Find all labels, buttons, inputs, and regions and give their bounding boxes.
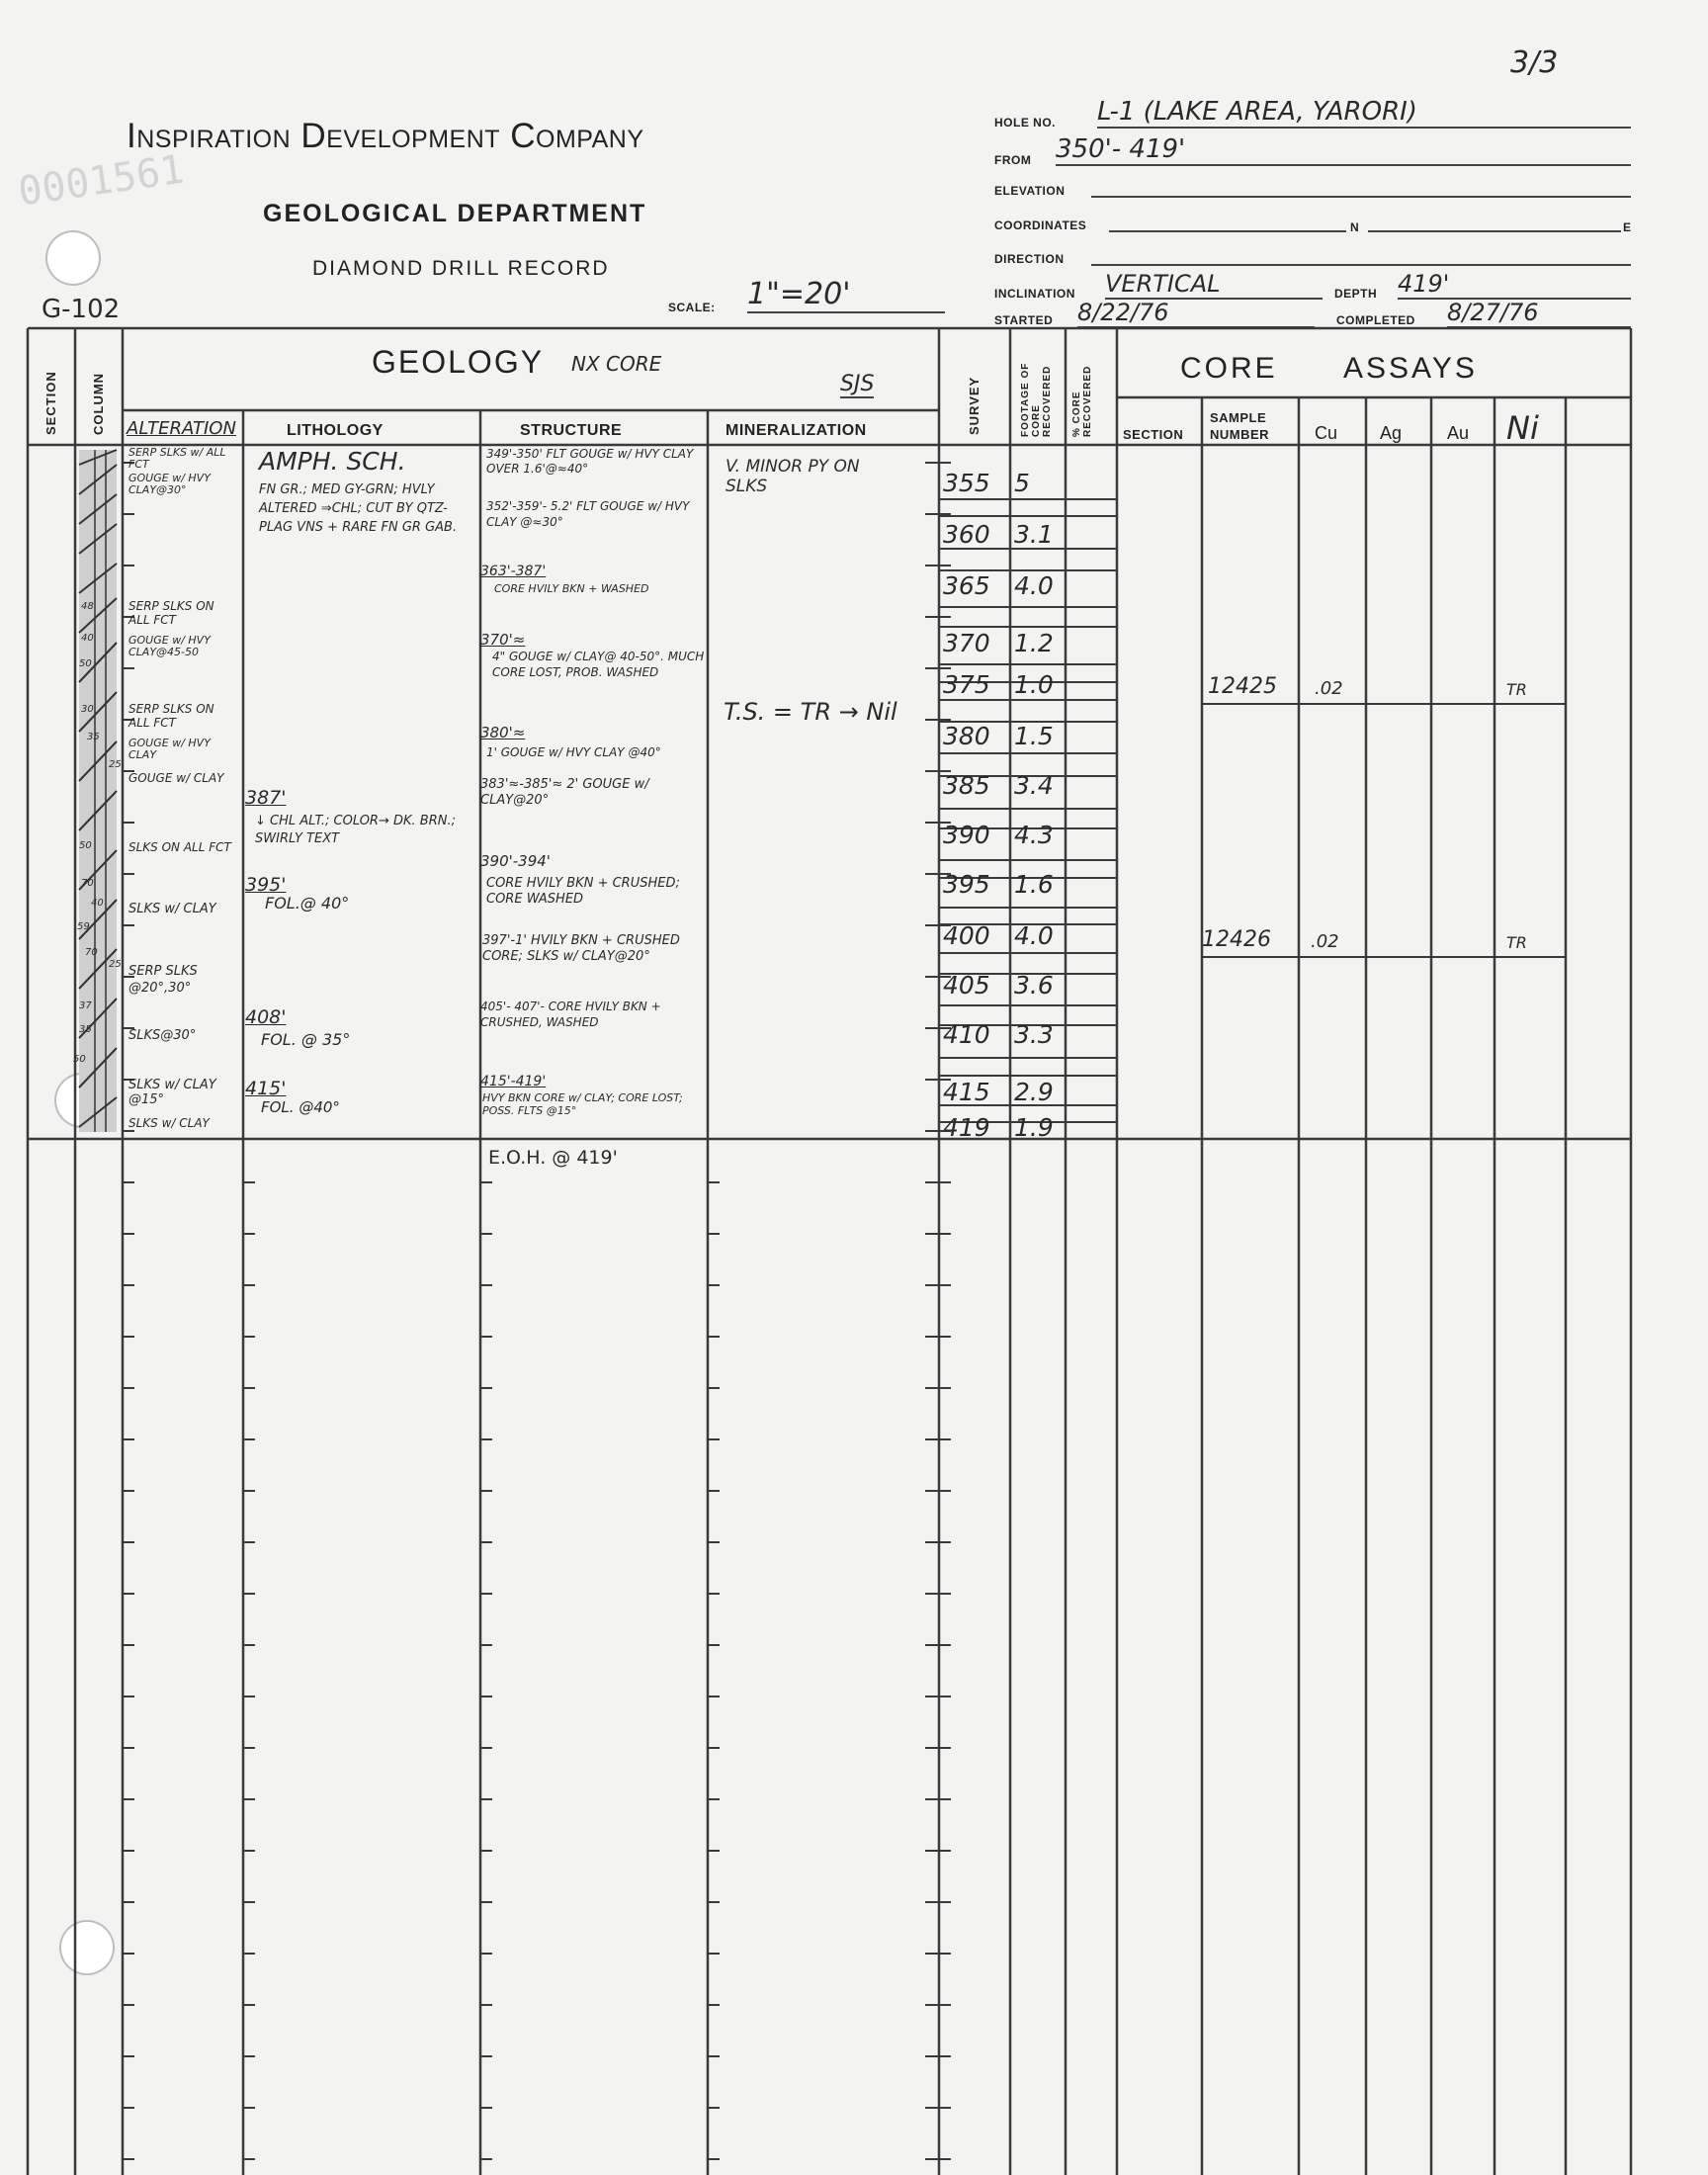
survey-footage: 4.0 [1014,921,1054,950]
structure-note: 4" GOUGE w/ CLAY@ 40-50°. MUCH CORE LOST, PROB. WASHED [492,650,705,679]
structure-heading: 415'-419' [480,1074,547,1089]
completed-value: 8/27/76 [1447,299,1631,328]
survey-footage: 4.0 [1014,571,1054,600]
depth-label: DEPTH [1334,287,1378,301]
lithology-note-408: FOL. @ 35° [261,1030,351,1049]
survey-depth: 410 [943,1020,990,1049]
dip-angle: 40 [91,898,104,909]
section-col-header: SECTION [43,371,58,435]
survey-footage: 3.4 [1014,771,1054,800]
coordinates-label: COORDINATES [994,218,1087,232]
survey-depth: 380 [943,722,990,750]
hole-no-label: HOLE NO. [994,116,1057,130]
survey-footage: 3.6 [1014,971,1054,1000]
assay-sample-header: SAMPLE NUMBER [1210,410,1270,442]
assay-ni-header: Ni [1506,409,1539,447]
department-name: GEOLOGICAL DEPARTMENT [263,200,647,227]
structure-heading: 363'-387' [480,564,547,579]
lithology-depth-415: 415' [245,1078,287,1099]
assay-cu-header: Cu [1315,423,1338,443]
survey-footage: 3.3 [1014,1020,1054,1049]
inclination-label: INCLINATION [994,287,1075,301]
alteration-note: SERP SLKS ON ALL FCT [128,702,214,730]
elevation-label: ELEVATION [994,184,1066,198]
dip-angle: 35 [79,1024,92,1035]
completed-label: COMPLETED [1336,313,1415,327]
faint-stamp: 0001561 [15,146,187,216]
lithology-depth-408: 408' [245,1006,287,1028]
geology-title: GEOLOGY [372,344,545,380]
core-type: NX CORE [571,352,662,376]
assay-sample-number: 12426 [1202,927,1271,952]
structure-heading: 370'≈ [480,631,526,649]
survey-depth: 375 [943,670,990,699]
direction-label: DIRECTION [994,252,1065,266]
structure-header: STRUCTURE [520,422,623,439]
lithology-note-415: FOL. @40° [261,1098,340,1116]
survey-footage: 2.9 [1014,1078,1054,1106]
lithology-depth-387: 387' [245,787,287,809]
record-type: DIAMOND DRILL RECORD [312,257,610,280]
structure-note: 1' GOUGE w/ HVY CLAY @40° [486,745,661,759]
form-number: G-102 [42,295,121,324]
survey-footage: 4.3 [1014,821,1054,849]
hole-no-value: L-1 (LAKE AREA, YARORI) [1097,97,1631,129]
structure-note: 405'- 407'- CORE HVILY BKN + CRUSHED, WASHED [480,1000,661,1029]
assay-cu-value: .02 [1311,931,1339,952]
alteration-note: GOUGE w/ HVY CLAY [128,737,211,761]
dip-angle: 40 [81,633,94,644]
survey-footage: 1.2 [1014,629,1054,657]
dip-angle: 50 [73,1054,86,1065]
pct-core-col-header: % CORE RECOVERED [1071,365,1093,437]
alteration-header: ALTERATION [127,418,236,439]
assay-section-header: SECTION [1123,427,1184,442]
survey-depth: 419 [943,1113,990,1142]
lithology-depth-395: 395' [245,874,287,896]
alteration-note: SLKS@30° [128,1028,197,1043]
alteration-note: SERP SLKS w/ ALL FCT [128,446,226,471]
assay-ni-value: TR [1506,933,1527,952]
alteration-note: SLKS w/ CLAY [128,902,216,916]
structure-note: CORE HVILY BKN + WASHED [494,582,649,595]
survey-footage: 1.0 [1014,670,1054,699]
survey-depth: 405 [943,971,990,1000]
scale-label: SCALE: [668,301,716,314]
from-label: FROM [994,153,1032,167]
structure-note: 349'-350' FLT GOUGE w/ HVY CLAY OVER 1.6'@≈40° [486,447,694,476]
started-value: 8/22/76 [1077,299,1315,328]
mineralization-note: T.S. = TR → Nil [724,698,897,726]
dip-angle: 25 [109,759,122,770]
survey-footage: 1.5 [1014,722,1054,750]
structure-note: HVY BKN CORE w/ CLAY; CORE LOST; POSS. FLTS @15° [482,1091,683,1117]
alteration-note: GOUGE w/ HVY CLAY@45-50 [128,634,211,658]
assay-ag-header: Ag [1380,423,1403,443]
structure-note: 383'≈-385'≈ 2' GOUGE w/ CLAY@20° [480,777,649,808]
alteration-note: GOUGE w/ CLAY [128,771,224,785]
alteration-note: SLKS ON ALL FCT [128,840,231,854]
survey-footage: 1.6 [1014,870,1054,899]
dip-angle: 70 [85,947,98,958]
dip-angle: 30 [81,704,94,715]
started-label: STARTED [994,313,1054,327]
structure-note: 352'-359'- 5.2' FLT GOUGE w/ HVY CLAY @≈30° [486,499,690,529]
lithology-note-395: FOL.@ 40° [265,894,350,913]
assay-cu-value: .02 [1315,678,1343,699]
survey-depth: 415 [943,1078,990,1106]
structure-heading: 380'≈ [480,724,526,741]
survey-footage: 5 [1014,469,1030,497]
company-name: Inspiration Development Company [127,117,644,155]
assay-au-header: Au [1447,423,1470,443]
survey-depth: 395 [943,870,990,899]
lithology-desc: FN GR.; MED GY-GRN; HVLY ALTERED ⇒CHL; CUT BY QTZ-PLAG VNS + RARE FN GR GAB. [259,482,458,535]
dip-angle: 25 [109,959,122,970]
column-col-header: COLUMN [91,372,106,435]
end-of-hole: E.O.H. @ 419' [488,1147,618,1169]
alteration-note: SLKS w/ CLAY [128,1116,210,1130]
structure-note: CORE HVILY BKN + CRUSHED; CORE WASHED [486,876,680,907]
mineralization-note: V. MINOR PY ON SLKS [726,457,860,496]
mineralization-header: MINERALIZATION [726,422,867,439]
structure-note: 397'-1' HVILY BKN + CRUSHED CORE; SLKS w/ CLAY@20° [482,933,680,964]
assays-title: CORE ASSAYS [1180,352,1478,385]
depth-value: 419' [1398,270,1631,300]
dip-angle: 50 [79,840,92,851]
footage-col-header: FOOTAGE OF CORE RECOVERED [1020,362,1053,437]
survey-depth: 355 [943,469,990,497]
dip-angle: 37 [79,1000,92,1011]
assay-ni-value: TR [1506,680,1527,699]
coordinates-e: E [1623,220,1632,234]
dip-angle: 50 [79,658,92,669]
dip-angle: 48 [81,601,94,612]
page-number: 3/3 [1510,45,1559,80]
survey-depth: 385 [943,771,990,800]
dip-angle: 35 [87,732,100,742]
dip-angle: 70 [81,878,94,889]
logged-by: SJS [840,372,875,396]
survey-footage: 1.9 [1014,1113,1054,1142]
alteration-note: SLKS w/ CLAY @15° [128,1078,216,1107]
lithology-header: LITHOLOGY [287,422,384,439]
structure-heading: 390'-394' [480,852,551,870]
survey-depth: 365 [943,571,990,600]
assay-sample-number: 12425 [1208,674,1277,699]
coordinates-n: N [1350,220,1360,234]
from-value: 350'- 419' [1056,134,1631,166]
alteration-note: SERP SLKS ON ALL FCT [128,599,214,627]
lithology-note-387: ↓ CHL ALT.; COLOR→ DK. BRN.; SWIRLY TEXT [255,814,456,846]
scale-value: 1"=20' [747,277,945,313]
dip-angle: 59 [77,921,90,932]
survey-depth: 370 [943,629,990,657]
alteration-note: SERP SLKS @20°,30° [128,964,198,996]
survey-depth: 400 [943,921,990,950]
inclination-value: VERTICAL [1105,270,1323,300]
survey-col-header: SURVEY [967,376,982,435]
lithology-main: AMPH. SCH. [259,447,406,476]
survey-depth: 390 [943,821,990,849]
alteration-note: GOUGE w/ HVY CLAY@30° [128,472,211,496]
survey-depth: 360 [943,520,990,549]
survey-footage: 3.1 [1014,520,1054,549]
